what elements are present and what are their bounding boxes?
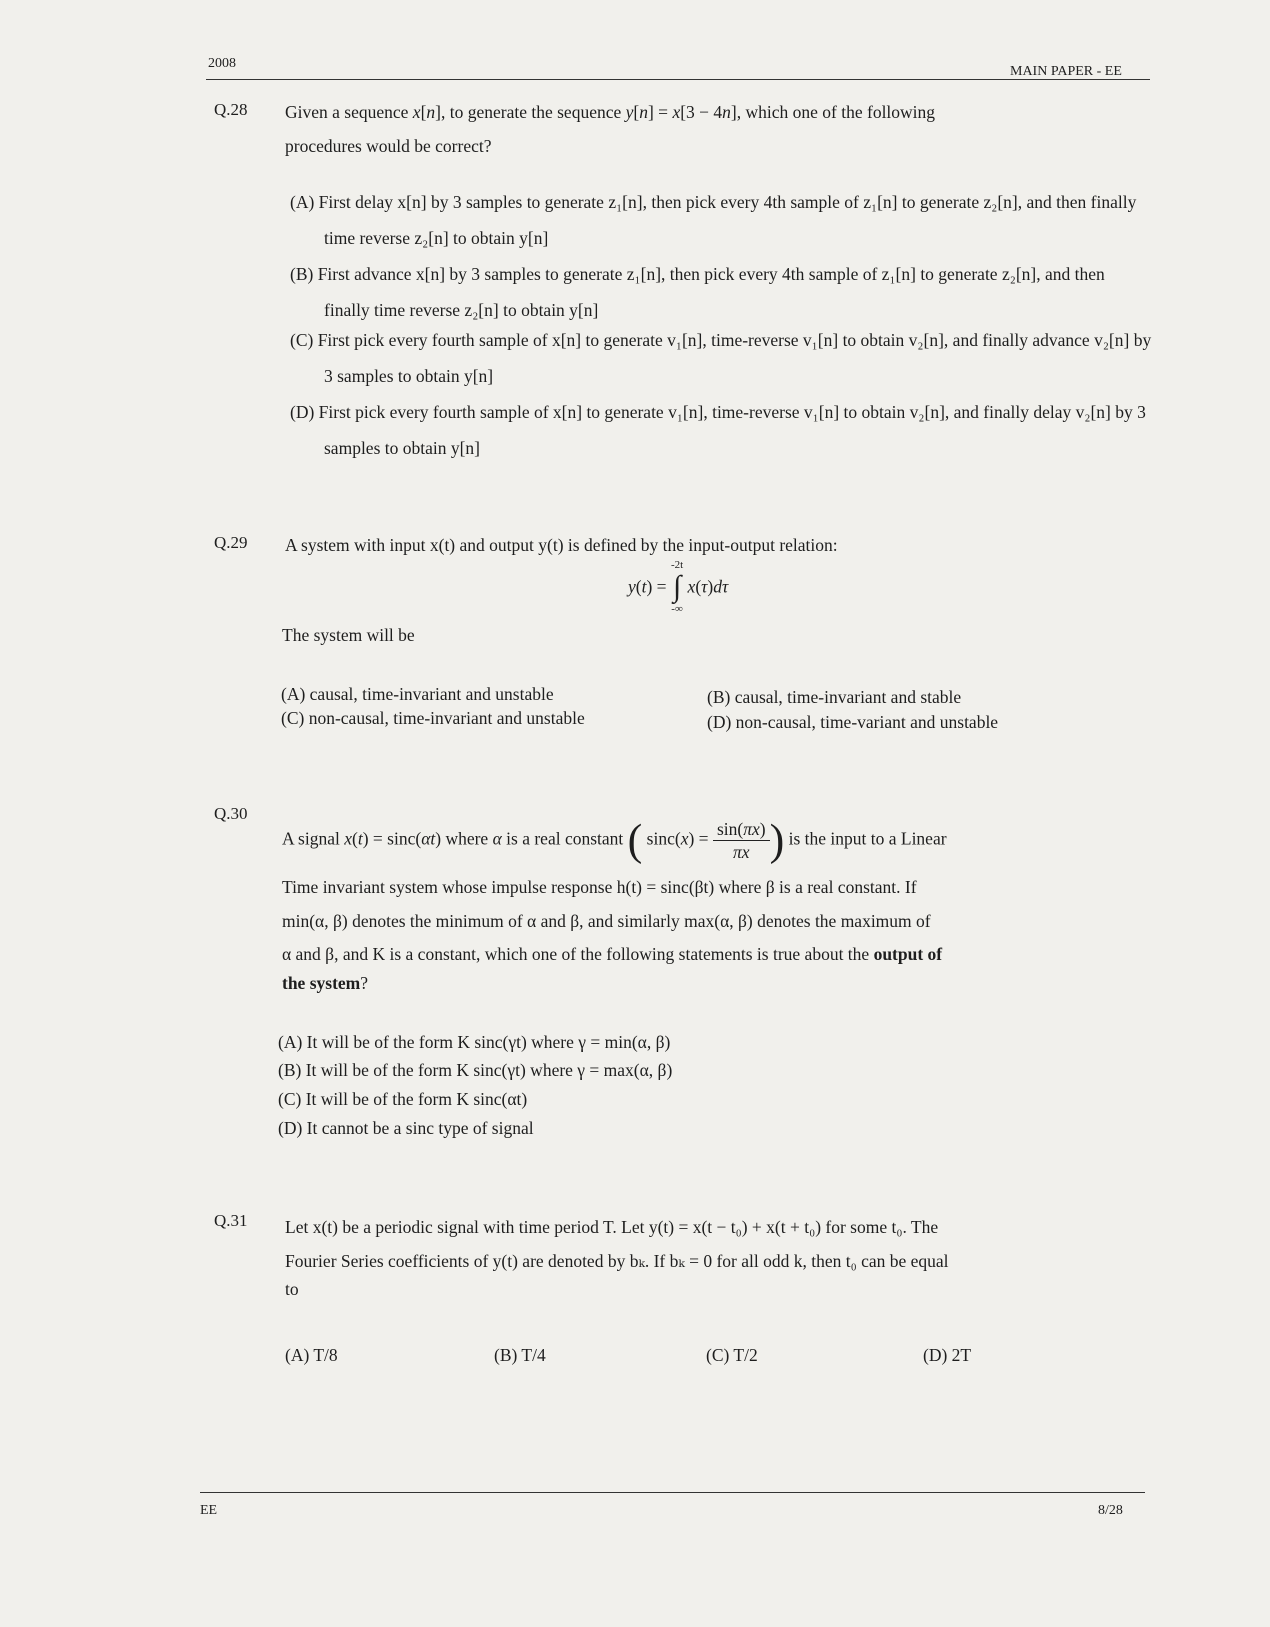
q28-option-b[interactable]: (B) First advance x[n] by 3 samples to generate z₁[n], then pick every 4th sample of z₁[n] to generate z₂[n], and then finally time reverse z₂[n] to obtain y[n] bbox=[290, 264, 1105, 320]
q31-line3: to bbox=[285, 1279, 299, 1299]
q29-option-a[interactable]: (A) causal, time-invariant and unstable bbox=[281, 684, 554, 704]
q30-line2: Time invariant system whose impulse response h(t) = sinc(βt) where β is a real constant. If bbox=[282, 877, 917, 897]
q30-line3: min(α, β) denotes the minimum of α and β, and similarly max(α, β) denotes the maximum of bbox=[282, 911, 931, 931]
q30-option-b[interactable]: (B) It will be of the form K sinc(γt) where γ = max(α, β) bbox=[278, 1060, 673, 1080]
q31-option-d[interactable]: (D) 2T bbox=[923, 1345, 972, 1365]
integral-upper-limit: -2t bbox=[670, 559, 684, 571]
q28-option-c[interactable]: (C) First pick every fourth sample of x[n] to generate v₁[n], time-reverse v₁[n] to obtain v₂[n], and finally advance v₂[n] by 3 samples to obtain y[n] bbox=[290, 330, 1152, 386]
q30-option-c[interactable]: (C) It will be of the form K sinc(αt) bbox=[278, 1089, 528, 1109]
q30-line5: the system? bbox=[282, 973, 369, 993]
q31-option-b[interactable]: (B) T/4 bbox=[494, 1345, 546, 1365]
header-rule bbox=[206, 79, 1150, 80]
footer-left: EE bbox=[200, 1503, 218, 1518]
header-paper-title: MAIN PAPER - EE bbox=[1010, 64, 1122, 79]
q30-line4: α and β, and K is a constant, which one of the following statements is true about the output of bbox=[282, 944, 943, 964]
q31-line2: Fourier Series coefficients of y(t) are denoted by bₖ. If bₖ = 0 for all odd k, then t₀ can be equal bbox=[285, 1251, 949, 1271]
q28-option-a[interactable]: (A) First delay x[n] by 3 samples to generate z₁[n], then pick every 4th sample of z₁[n] to generate z₂[n], and then finally time reverse z₂[n] to obtain y[n] bbox=[290, 192, 1137, 248]
q29-equation: y(t) = -2t ∫ -∞ x(τ)dτ bbox=[628, 559, 729, 615]
footer-rule bbox=[200, 1492, 1145, 1493]
q30-line1: A signal x(t) = sinc(αt) where α is a real constant ( sinc(x) = $\frac{\sin(\pi x)}{\pi x}$ ) is the input to a Linear bbox=[282, 815, 947, 865]
q29-number: Q.29 bbox=[214, 533, 248, 552]
q31-number: Q.31 bbox=[214, 1211, 248, 1230]
q29-option-c[interactable]: (C) non-causal, time-invariant and unstable bbox=[281, 708, 585, 728]
integral-lower-limit: -∞ bbox=[671, 603, 683, 615]
q29-system-will-be: The system will be bbox=[282, 625, 415, 645]
q30-option-a[interactable]: (A) It will be of the form K sinc(γt) where γ = min(α, β) bbox=[278, 1032, 671, 1052]
q29-option-b[interactable]: (B) causal, time-invariant and stable bbox=[707, 687, 962, 707]
q30-number: Q.30 bbox=[214, 804, 248, 823]
q31-option-c[interactable]: (C) T/2 bbox=[706, 1345, 758, 1365]
q29-stem: A system with input x(t) and output y(t) is defined by the input-output relation: bbox=[285, 535, 838, 555]
header-year: 2008 bbox=[208, 56, 236, 71]
q31-option-a[interactable]: (A) T/8 bbox=[285, 1345, 338, 1365]
q28-stem: Given a sequence x[n], to generate the sequence y[n] = x[3 − 4n], which one of the following procedures would be correct? bbox=[285, 102, 936, 156]
q28-number: Q.28 bbox=[214, 100, 248, 119]
integral-icon: ∫ bbox=[672, 570, 682, 603]
q29-option-d[interactable]: (D) non-causal, time-variant and unstable bbox=[707, 712, 999, 732]
q30-option-d[interactable]: (D) It cannot be a sinc type of signal bbox=[278, 1118, 534, 1138]
q31-line1: Let x(t) be a periodic signal with time period T. Let y(t) = x(t − t₀) + x(t + t₀) for some t₀. The bbox=[285, 1217, 939, 1237]
footer-page-number: 8/28 bbox=[1098, 1503, 1123, 1518]
q28-option-d[interactable]: (D) First pick every fourth sample of x[n] to generate v₁[n], time-reverse v₁[n] to obtain v₂[n], and finally delay v₂[n] by 3 samples to obtain y[n] bbox=[290, 402, 1146, 458]
